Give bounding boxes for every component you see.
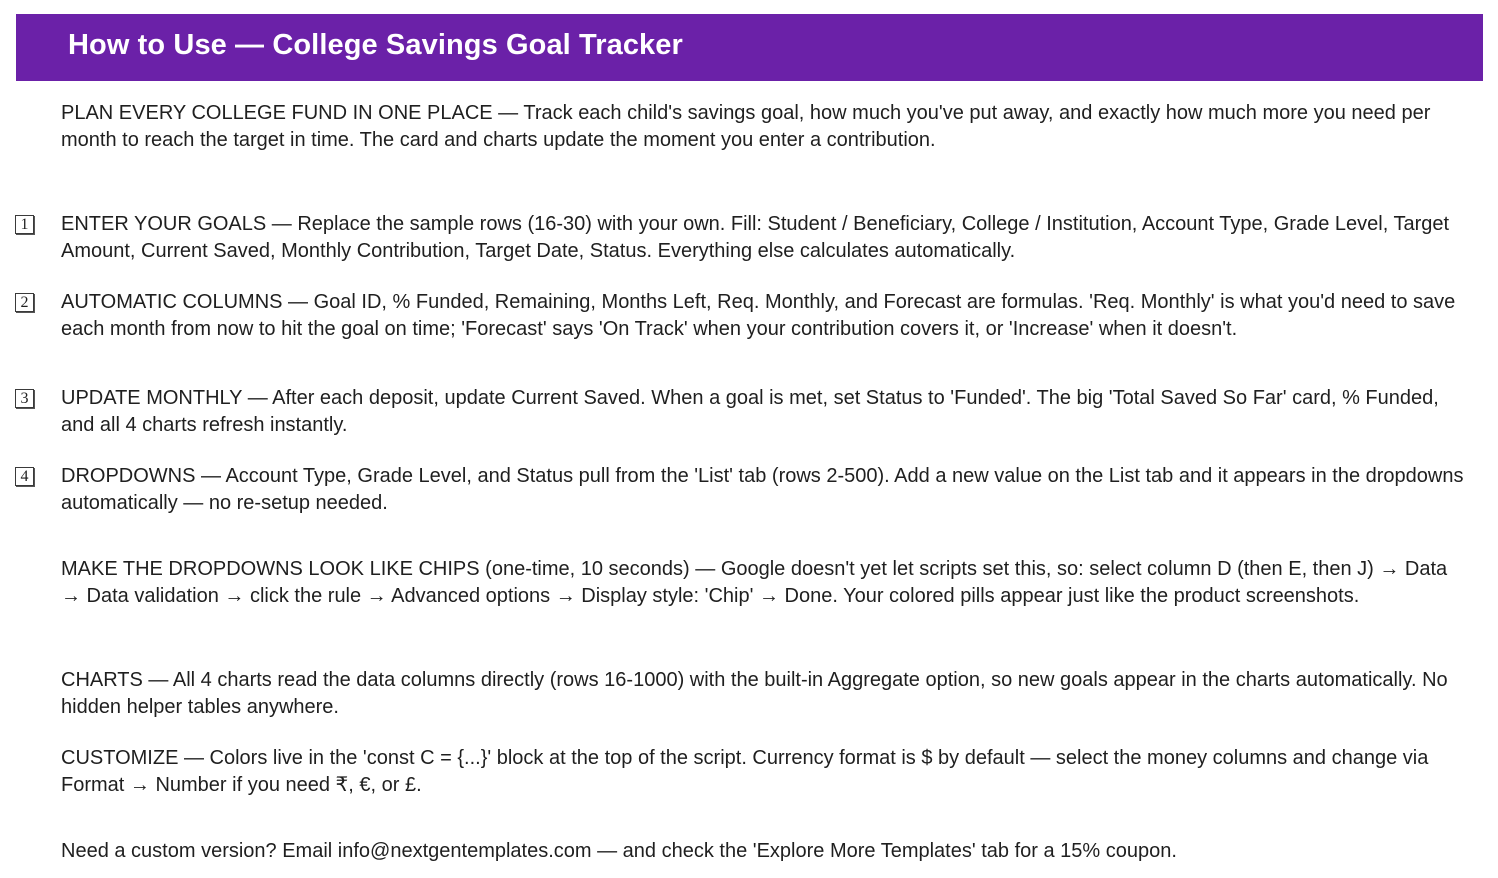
- page-title: How to Use — College Savings Goal Tracker: [68, 29, 683, 61]
- step-number-4: 4: [15, 467, 34, 486]
- step-2-text: AUTOMATIC COLUMNS — Goal ID, % Funded, Remaining, Months Left, Req. Monthly, and Forecast are formulas. 'Req. Monthly' is what you'd need to save each month from now to hit the goal on time; 'Forecast' says 'On Track' when your contribution covers it, or 'Increase' when it doesn't.: [61, 291, 1456, 340]
- customize-note: CUSTOMIZE — Colors live in the 'const C = {...}' block at the top of the script. Currency format is $ by default — select the money columns and change via Format → Number if you need ₹, €, or £.: [61, 747, 1429, 796]
- step-3-text: UPDATE MONTHLY — After each deposit, update Current Saved. When a goal is met, set Status to 'Funded'. The big 'Total Saved So Far' card, % Funded, and all 4 charts refresh instantly.: [61, 387, 1439, 436]
- step-4-text: DROPDOWNS — Account Type, Grade Level, and Status pull from the 'List' tab (rows 2-500). Add a new value on the List tab and it appears in the dropdowns automatically — no re-setup needed.: [61, 465, 1464, 514]
- step-1-text: ENTER YOUR GOALS — Replace the sample rows (16-30) with your own. Fill: Student / Beneficiary, College / Institution, Account Type, Grade Level, Target Amount, Current Saved, Monthly Contribution, Target Date, Status. Everything else calculates automatically.: [61, 213, 1450, 262]
- chips-note: MAKE THE DROPDOWNS LOOK LIKE CHIPS (one-time, 10 seconds) — Google doesn't yet let scripts set this, so: select column D (then E, then J) → Data → Data validation → click the rule → Advanced options → Display style: 'Chip' → Done. Your colored pills appear just like the product screenshots.: [61, 558, 1448, 607]
- intro-paragraph: PLAN EVERY COLLEGE FUND IN ONE PLACE — Track each child's savings goal, how much you've put away, and exactly how much more you need per month to reach the target in time. The card and charts update the moment you enter a contribution.: [61, 102, 1431, 151]
- step-number-3: 3: [15, 389, 34, 408]
- contact-note: Need a custom version? Email info@nextgentemplates.com — and check the 'Explore More Templates' tab for a 15% coupon.: [61, 840, 1177, 862]
- step-number-2: 2: [15, 293, 34, 312]
- header-banner: [16, 14, 1483, 81]
- step-number-1: 1: [15, 215, 34, 234]
- charts-note: CHARTS — All 4 charts read the data columns directly (rows 16-1000) with the built-in Aggregate option, so new goals appear in the charts automatically. No hidden helper tables anywhere.: [61, 669, 1448, 718]
